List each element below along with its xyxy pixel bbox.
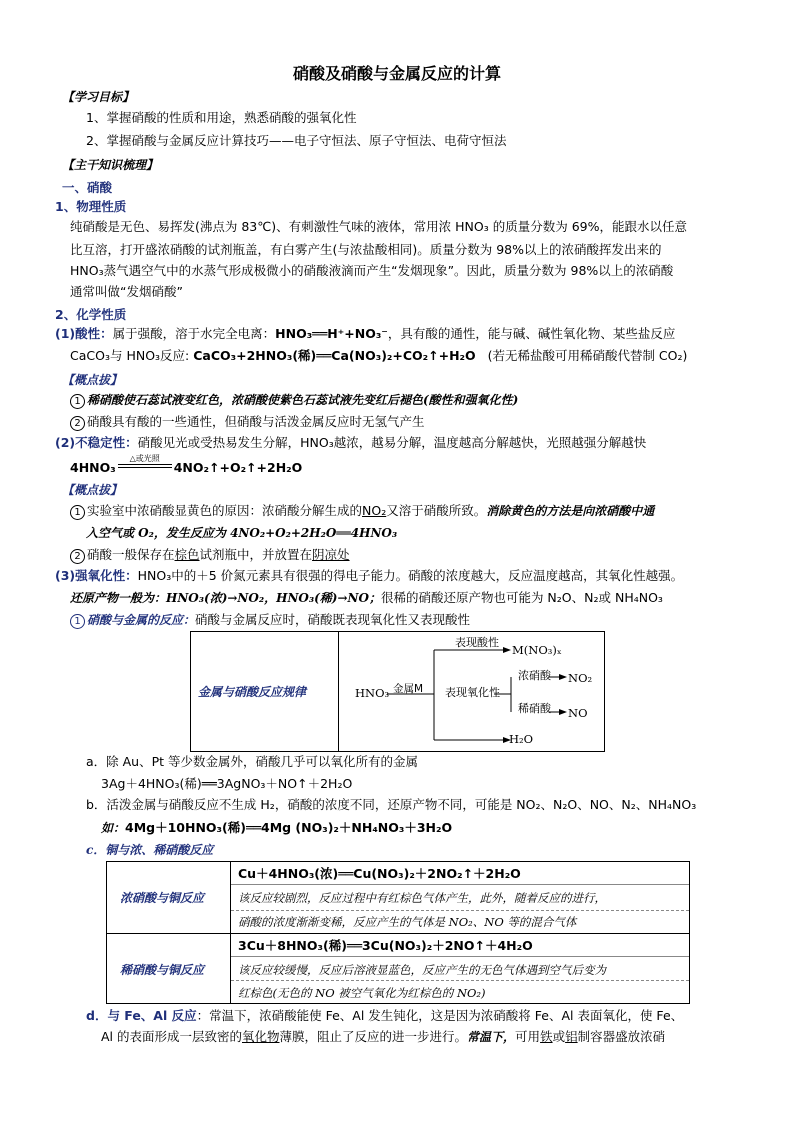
no-product: NO xyxy=(568,706,588,720)
oxidizing-line xyxy=(55,568,683,584)
acidity-text-2: ，具有酸的通性，能与碱、碱性氧化物、某些盐反应 xyxy=(387,326,676,341)
knowledge-label: 【主干知识梳理】 xyxy=(62,158,159,172)
point-2-2 xyxy=(70,547,350,564)
caco3-text: CaCO₃与 HNO₃反应: xyxy=(70,348,190,363)
underlined-blank: 棕色 xyxy=(174,547,200,562)
underlined-blank-3: 铝 xyxy=(565,1029,578,1044)
point-text-2: 又溶于硝酸所致。 xyxy=(386,503,487,518)
point-1-1 xyxy=(70,392,518,409)
condition-text: △或光照 xyxy=(129,454,160,463)
circled-number-1: 1 xyxy=(70,614,85,629)
acidity-line xyxy=(55,326,675,342)
item-b-equation: 4Mg＋10HNO₃(稀)══4Mg (NO₃)₂＋NH₄NO₃＋3H₂O xyxy=(125,820,453,835)
subheading-chemical-properties: 2、化学性质 xyxy=(55,307,127,322)
reduction-products-line xyxy=(70,590,663,606)
point-text: 稀硝酸使石蕊试液变红色，浓硝酸使紫色石蕊试液先变红后褪色(酸性和强氧化性) xyxy=(87,393,519,407)
oxidizing-label: (3)强氧化性： xyxy=(55,568,138,583)
caco3-note: (若无稀盐酸可用稀硝酸代替制 CO₂) xyxy=(487,348,688,363)
table-dotted-line xyxy=(231,980,689,981)
caco3-equation: CaCO₃+2HNO₃(稀)══Ca(NO₃)₂+CO₂↑+H₂O xyxy=(193,348,476,363)
point-text: 实验室中浓硝酸显黄色的原因：浓硝酸分解生成的 xyxy=(87,503,363,518)
table-row-dilute-label: 稀硝酸与铜反应 xyxy=(120,963,205,977)
table-row-dilute-equation: 3Cu＋8HNO₃(稀)══3Cu(NO₃)₂＋2NO↑＋4H₂O xyxy=(238,938,533,953)
item-b: b．活泼金属与硝酸反应不生成 H₂，硝酸的浓度不同，还原产物不同，可能是 NO₂、N₂O、NO、N₂、NH₄NO₃ xyxy=(86,797,697,812)
circled-number-1: 1 xyxy=(70,394,85,409)
metal-m-label: 金属M xyxy=(393,683,424,695)
objectives-label: 【学习目标】 xyxy=(62,90,135,104)
table-row-conc-label: 浓硝酸与铜反应 xyxy=(120,891,205,905)
objective-1: 1、掌握硝酸的性质和用途，熟悉硝酸的强氧化性 xyxy=(86,110,357,125)
table-row-conc-note-1: 该反应较剧烈，反应过程中有红棕色气体产生，此外，随着反应的进行， xyxy=(238,891,606,905)
subheading-physical-properties: 1、物理性质 xyxy=(55,199,127,214)
metal-reaction-text: 硝酸与金属反应时，硝酸既表现氧化性又表现酸性 xyxy=(195,612,471,627)
no2-product: NO₂ xyxy=(568,671,593,685)
reaction-condition-arrow xyxy=(116,454,174,476)
point-2-1 xyxy=(70,503,654,520)
table-column-divider xyxy=(230,861,231,1003)
underlined-blank-2: 阴凉处 xyxy=(312,547,350,562)
ionization-equation: HNO₃══H⁺+NO₃⁻ xyxy=(275,326,388,341)
decomposition-equation xyxy=(70,454,303,476)
item-d-line-2 xyxy=(101,1029,665,1045)
underlined-blank-2: 铁 xyxy=(540,1029,553,1044)
item-a-equation: 3Ag＋4HNO₃(稀)══3AgNO₃＋NO↑＋2H₂O xyxy=(101,776,353,791)
point-text: 硝酸一般保存在 xyxy=(87,547,175,562)
item-d-text-5: 制容器盛放浓硝 xyxy=(577,1029,666,1044)
objective-2: 2、掌握硝酸与金属反应计算技巧——电子守恒法、原子守恒法、电荷守恒法 xyxy=(86,133,507,148)
page-title: 硝酸及硝酸与金属反应的计算 xyxy=(292,64,501,83)
table-row-dilute-note-1: 该反应较缓慢，反应后溶液显蓝色，反应产生的无色气体遇到空气后变为 xyxy=(238,963,606,977)
physical-text-line-1: 纯硝酸是无色、易挥发(沸点为 83℃)、有刺激性气味的液体，常用浓 HNO₃ 的质量分数为 69%，能跟水以任意 xyxy=(70,219,687,234)
salt-product: M(NO₃)ₓ xyxy=(512,643,562,657)
point-1-2 xyxy=(70,414,425,431)
circled-number-1: 1 xyxy=(70,505,85,520)
point-2-1-continued: 入空气或 O₂，发生反应为 4NO₂+O₂+2H₂O══4HNO₃ xyxy=(86,526,398,540)
reduction-products-bold: 还原产物一般为：HNO₃(浓)→NO₂，HNO₃(稀)→NO； xyxy=(70,591,381,605)
metal-reaction-line xyxy=(70,612,470,629)
item-b-equation-line xyxy=(101,820,452,836)
instability-text: 硝酸见光或受热易发生分解，HNO₃越浓，越易分解，温度越高分解越快，光照越强分解越快 xyxy=(137,435,647,450)
section-heading-nitric-acid: 一、硝酸 xyxy=(62,180,113,195)
conc-acid-label: 浓硝酸 xyxy=(518,669,551,682)
underlined-blank: 氧化物 xyxy=(242,1029,280,1044)
acidity-label: (1)酸性： xyxy=(55,326,113,341)
instability-line xyxy=(55,435,646,451)
diagram-left-label: 金属与硝酸反应规律 xyxy=(198,685,307,699)
item-d-text-3: 可用 xyxy=(515,1029,541,1044)
oxidizing-label: 表现氧化性 xyxy=(445,686,500,699)
acidic-label: 表现酸性 xyxy=(455,636,499,649)
acidity-text: 属于强酸，溶于水完全电离： xyxy=(112,326,276,341)
reduction-products-text: 很稀的硝酸还原产物也可能为 N₂O、N₂或 NH₄NO₃ xyxy=(380,590,663,605)
points-label-2: 【概点拔】 xyxy=(62,483,123,497)
table-row-divider xyxy=(106,933,689,934)
physical-text-line-4: 通常叫做“发烟硝酸” xyxy=(70,284,183,299)
hno3-node: HNO₃ xyxy=(355,686,390,700)
item-b-example-label: 如： xyxy=(101,821,126,835)
circled-number-2: 2 xyxy=(70,416,85,431)
table-subrow-divider xyxy=(231,956,689,957)
item-d-line-1 xyxy=(86,1008,683,1024)
h2o-product: H₂O xyxy=(509,732,534,746)
eq-right: 4NO₂↑+O₂↑+2H₂O xyxy=(173,460,303,475)
table-row-conc-equation: Cu＋4HNO₃(浓)══Cu(NO₃)₂＋2NO₂↑＋2H₂O xyxy=(238,866,521,881)
caco3-line xyxy=(70,348,687,364)
table-subrow-divider xyxy=(231,884,689,885)
point-text-bold: 消除黄色的方法是向浓硝酸中通 xyxy=(486,504,655,518)
item-d-text: ：常温下，浓硝酸能使 Fe、Al 发生钝化，这是因为浓硝酸将 Fe、Al 表面氧化，使 Fe、 xyxy=(196,1008,684,1023)
table-dotted-line xyxy=(231,910,689,911)
metal-reaction-label: 硝酸与金属的反应： xyxy=(87,613,196,627)
item-d-label: d．与 Fe、Al 反应 xyxy=(86,1008,197,1023)
table-row-conc-note-2: 硝酸的浓度渐渐变稀，反应产生的气体是 NO₂、NO 等的混合气体 xyxy=(238,915,577,929)
points-label-1: 【概点拔】 xyxy=(62,373,123,387)
eq-left: 4HNO₃ xyxy=(70,460,116,475)
underlined-blank: NO₂ xyxy=(362,503,387,518)
item-d-text-4: 或 xyxy=(552,1029,566,1044)
circled-number-2: 2 xyxy=(70,549,85,564)
item-c: c．铜与浓、稀硝酸反应 xyxy=(86,843,214,857)
point-text: 硝酸具有酸的一些通性，但硝酸与活泼金属反应时无氢气产生 xyxy=(87,414,425,429)
point-text-2: 试剂瓶中，并放置在 xyxy=(199,547,313,562)
physical-text-line-2: 比互溶，打开盛浓硝酸的试剂瓶盖，有白雾产生(与浓盐酸相同)。质量分数为 98%以上的浓硝酸挥发出来的 xyxy=(70,242,662,257)
physical-text-line-3: HNO₃蒸气遇空气中的水蒸气形成极微小的硝酸液滴而产生“发烟现象”。因此，质量分数为 98%以上的浓硝酸 xyxy=(70,263,674,278)
oxidizing-text: HNO₃中的＋5 价氮元素具有很强的得电子能力。硝酸的浓度越大，反应温度越高，其氧化性越强。 xyxy=(137,568,684,583)
table-row-dilute-note-2: 红棕色(无色的 NO 被空气氧化为红棕色的 NO₂) xyxy=(238,986,486,1000)
item-d-bold: 常温下， xyxy=(467,1030,516,1044)
item-d-text-2: 薄膜，阻止了反应的进一步进行。 xyxy=(279,1029,468,1044)
dilute-acid-label: 稀硝酸 xyxy=(518,702,551,715)
item-a: a．除 Au、Pt 等少数金属外，硝酸几乎可以氧化所有的金属 xyxy=(86,754,419,769)
item-d-text: Al 的表面形成一层致密的 xyxy=(101,1029,242,1044)
instability-label: (2)不稳定性： xyxy=(55,435,138,450)
